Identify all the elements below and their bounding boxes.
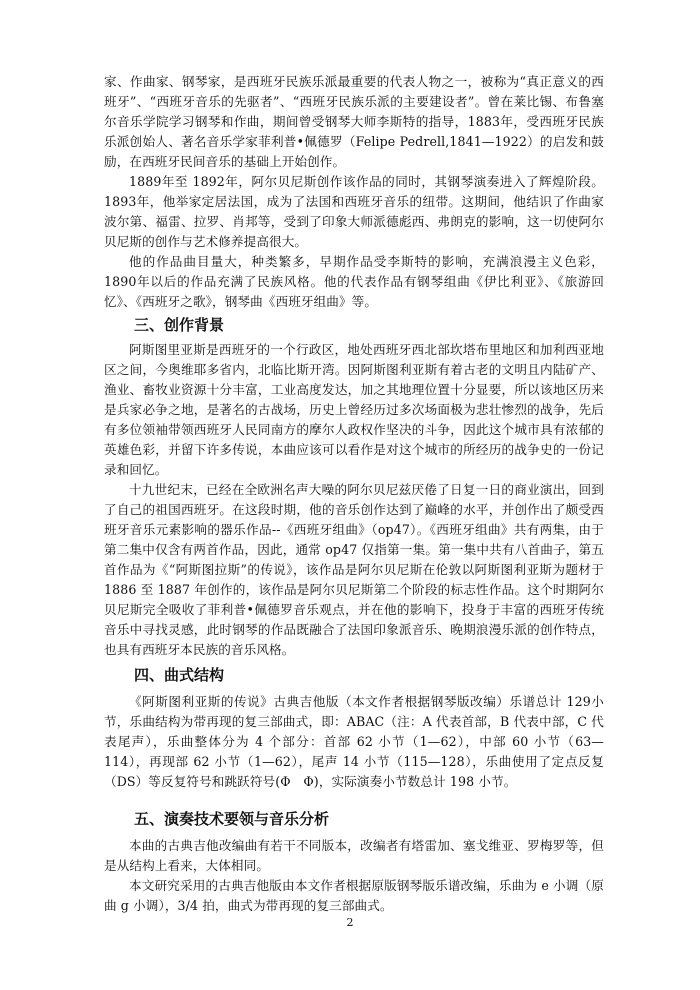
paragraph-1889: 1889年至 1892年，阿尔贝尼斯创作该作品的同时，其钢琴演奏进入了辉煌阶段。1893年，他举家定居法国，成为了法国和西班牙音乐的纽带。这期间，他结识了作曲家波尔第、福雷、拉罗、肖邦等，受到了印象大师派德彪西、弗朗克的影响，这一切使阿尔贝尼斯的创作与艺术修养提高很大。 <box>104 174 604 249</box>
section-heading-technique: 五、演奏技术要领与音乐分析 <box>134 810 330 828</box>
page-number: 2 <box>346 916 354 929</box>
technique-paragraph-1: 本曲的古典吉他改编曲有若干不同版本，改编者有塔雷加、塞戈维亚、罗梅罗等，但是从结构上看来，大体相同。 <box>104 838 604 873</box>
section-heading-background: 三、创作背景 <box>134 316 225 334</box>
technique-paragraph-2: 本文研究采用的古典吉他版由本文作者根据原版钢琴版乐谱改编，乐曲为 e 小调（原曲 g 小调），3/4 拍，曲式为带再现的复三部曲式。 <box>104 878 604 913</box>
section-heading-form: 四、曲式结构 <box>134 666 225 684</box>
background-paragraph-1: 阿斯图里亚斯是西班牙的一个行政区，地处西班牙西北部坎塔布里地区和加利西亚地区之间，今奥维耶多省内，北临比斯开湾。因阿斯图利亚斯有着古老的文明且内陆矿产、渔业、畜牧业资源十分丰富，工业高度发达，加之其地理位置十分显要，所以该地区历来是兵家必争之地，是著名的古战场，历史上曾经历过多次场面极为悲壮惨烈的战争，先后有多位领袖带领西班牙人民同南方的摩尔人政权作坚决的斗争，因此这个城市具有浓郁的英雄色彩，并留下许多传说，本曲应该可以看作是对这个城市的所经历的战争史的一份记录和回忆。 <box>104 342 604 477</box>
document-body <box>104 72 604 916</box>
form-paragraph: 《阿斯图利亚斯的传说》古典吉他版（本文作者根据钢琴版改编）乐谱总计 129小节，乐曲结构为带再现的复三部曲式，即：ABAC（注：A 代表首部，B 代表中部，C 代表尾声），乐曲整体分为 4 个部分：首部 62 小节（1—62），中部 60 小节（63—114），再现部 62 小节（1—62），尾声 14 小节（115—128），乐曲使用了定点反复（DS）等反复符号和跳跃符号(Φ Φ)，实际演奏小节数总计 198 小节。 <box>104 694 604 789</box>
background-paragraph-2: 十九世纪末，已经在全欧洲名声大噪的阿尔贝尼兹厌倦了日复一日的商业演出，回到了自己的祖国西班牙。在这段时期，他的音乐创作达到了巅峰的水平，并创作出了颇受西班牙音乐元素影响的器乐作品--《西班牙组曲》（op47）。《西班牙组曲》共有两集，由于第二集中仅含有两首作品，因此，通常 op47 仅指第一集。第一集中共有八首曲子，第五首作品为《“阿斯图拉斯”的传说》，该作品是阿尔贝尼斯在伦敦以阿斯图利亚斯为题材于 1886 至 1887 年创作的，该作品是阿尔贝尼斯第二个阶段的标志性作品。这个时期阿尔贝尼斯完全吸收了菲利普•佩德罗音乐观点，并在他的影响下，投身于丰富的西班牙传统音乐中寻找灵感，此时钢琴的作品既融合了法国印象派音乐、晚期浪漫乐派的创作特点，也具有西班牙本民族的音乐风格。 <box>104 482 604 657</box>
intro-paragraph: 家、作曲家、钢琴家，是西班牙民族乐派最重要的代表人物之一，被称为“真正意义的西班牙”、“西班牙音乐的先驱者”、“西班牙民族乐派的主要建设者”。曾在莱比锡、布鲁塞尔音乐学院学习钢琴和作曲，期间曾受钢琴大师李斯特的指导，1883年，受西班牙民族乐派创始人、著名音乐学家菲利普•佩德罗（Felipe Pedrell,1841—1922）的启发和鼓励，在西班牙民间音乐的基础上开始创作。 <box>104 74 604 169</box>
paragraph-works: 他的作品曲目量大，种类繁多，早期作品受李斯特的影响，充满浪漫主义色彩，1890年以后的作品充满了民族风格。他的代表作品有钢琴组曲《伊比利亚》、《旅游回忆》、《西班牙之歌》，钢琴曲《西班牙组曲》等。 <box>104 254 604 309</box>
